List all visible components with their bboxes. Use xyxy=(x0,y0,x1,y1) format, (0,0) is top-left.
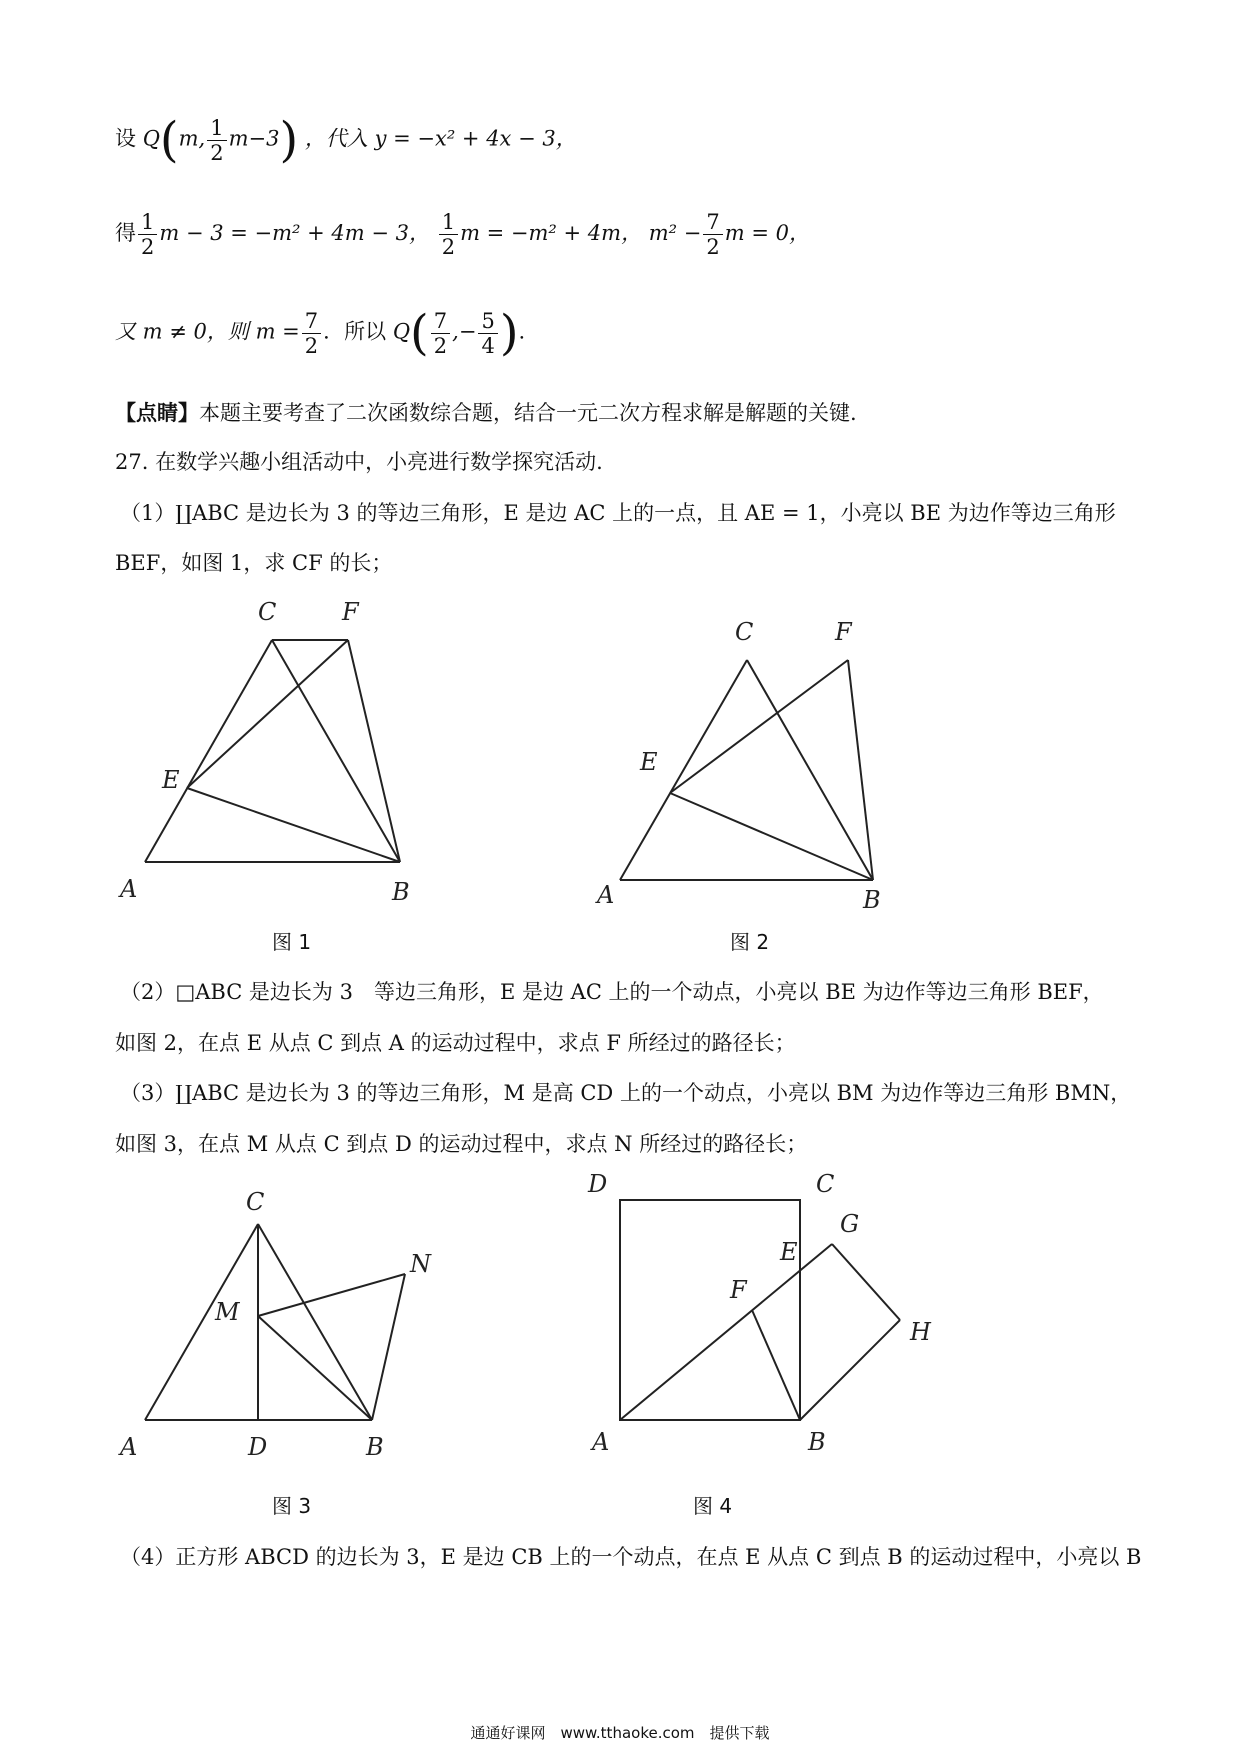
frac-den: 2 xyxy=(304,333,319,358)
frac-den: 2 xyxy=(433,333,448,358)
condition-text: 又 m ≠ 0，则 m = xyxy=(115,319,300,344)
fraction-half xyxy=(138,210,157,259)
equation-a: m − 3 = −m² + 4m − 3， xyxy=(159,221,430,245)
expr-tail: m−3 xyxy=(228,126,280,151)
label-A: A xyxy=(592,1428,610,1456)
frac-num: 7 xyxy=(431,309,450,334)
therefore-text: ．所以 xyxy=(323,319,387,344)
equation-d: m = 0， xyxy=(724,221,810,245)
frac-den: 2 xyxy=(210,140,224,165)
figure-1 xyxy=(110,590,440,920)
label-N: N xyxy=(410,1250,431,1278)
problem-intro: 27. 在数学兴趣小组活动中，小亮进行数学探究活动. xyxy=(115,450,603,474)
paren-open: ( xyxy=(159,112,179,168)
label-H: H xyxy=(910,1318,931,1346)
var-m: m, xyxy=(178,126,206,151)
label-F: F xyxy=(730,1276,747,1304)
frac-den: 2 xyxy=(706,235,720,259)
label-A: A xyxy=(597,881,615,909)
frac-num: 5 xyxy=(478,309,497,334)
comment-line xyxy=(115,397,857,427)
var-Q: Q xyxy=(392,319,411,344)
label-B: B xyxy=(863,886,881,914)
frac-num: 7 xyxy=(302,309,321,334)
period: . xyxy=(518,319,526,344)
paren-close: ) xyxy=(279,112,299,168)
separator: ,− xyxy=(452,319,477,344)
label-E: E xyxy=(162,766,180,794)
text-prefix: 得 xyxy=(115,221,136,245)
part2-line-a: （2）□ABC 是边长为 3 等边三角形，E 是边 AC 上的一个动点，小亮以 BE 为边作等边三角形 BEF， xyxy=(120,980,1104,1004)
fraction-seven-half xyxy=(302,309,321,358)
label-C: C xyxy=(246,1188,265,1216)
label-C: C xyxy=(816,1170,835,1198)
label-E: E xyxy=(780,1238,798,1266)
frac-den: 2 xyxy=(441,235,456,259)
frac-num: 1 xyxy=(439,210,458,235)
part4-line: （4）正方形 ABCD 的边长为 3，E 是边 CB 上的一个动点，在点 E 从点 C 到点 B 的运动过程中，小亮以 B xyxy=(120,1545,1142,1569)
frac-num: 1 xyxy=(207,116,226,141)
comment-text: 本题主要考查了二次函数综合题，结合一元二次方程求解是解题的关键. xyxy=(199,401,857,425)
label-B: B xyxy=(366,1433,384,1461)
figure-2-caption: 图 2 xyxy=(730,930,770,954)
solution-line-2 xyxy=(115,210,810,259)
label-M: M xyxy=(215,1298,240,1326)
part2-line-b: 如图 2，在点 E 从点 C 到点 A 的运动过程中，求点 F 所经过的路径长； xyxy=(115,1031,796,1055)
part1-line-b: BEF，如图 1，求 CF 的长； xyxy=(115,551,393,575)
text-prefix: 设 xyxy=(115,126,136,151)
label-E: E xyxy=(640,748,658,776)
comment-label: 【点睛】 xyxy=(115,400,199,425)
figure-3-caption: 图 3 xyxy=(272,1494,312,1518)
fraction-seven-half xyxy=(703,210,722,259)
label-D: D xyxy=(588,1170,608,1198)
fraction-half xyxy=(439,210,458,259)
label-F: F xyxy=(835,618,852,646)
label-C: C xyxy=(735,618,754,646)
label-A: A xyxy=(120,1433,138,1461)
paren-open: ( xyxy=(410,305,429,361)
frac-den: 2 xyxy=(141,235,155,259)
fraction-q-x xyxy=(431,309,450,358)
var-Q: Q xyxy=(142,126,160,151)
label-G: G xyxy=(840,1210,860,1238)
figure-4 xyxy=(580,1160,980,1470)
frac-num: 1 xyxy=(138,210,157,235)
fraction-q-y xyxy=(478,309,497,358)
figure-3 xyxy=(110,1180,450,1480)
page-footer: 通通好课网 www.tthaoke.com 提供下载 xyxy=(470,1724,770,1742)
label-D: D xyxy=(248,1433,268,1461)
figure-2 xyxy=(585,600,915,930)
label-B: B xyxy=(808,1428,826,1456)
part3-line-b: 如图 3，在点 M 从点 C 到点 D 的运动过程中，求点 N 所经过的路径长； xyxy=(115,1132,808,1156)
frac-num: 7 xyxy=(703,210,722,235)
part1-line-a: （1）∐ABC 是边长为 3 的等边三角形，E 是边 AC 上的一点，且 AE = 1，小亮以 BE 为边作等边三角形 xyxy=(120,501,1116,525)
label-B: B xyxy=(392,878,410,906)
equation-b: m = −m² + 4m， xyxy=(460,221,643,245)
label-A: A xyxy=(120,875,138,903)
equation-c: m² − xyxy=(648,221,702,245)
substitution-text: ，代入 y = −x² + 4x − 3， xyxy=(304,126,577,151)
label-F: F xyxy=(342,598,359,626)
frac-den: 4 xyxy=(481,333,495,358)
figure-4-caption: 图 4 xyxy=(693,1494,733,1518)
part3-line-a: （3）∐ABC 是边长为 3 的等边三角形，M 是高 CD 上的一个动点，小亮以 BM 为边作等边三角形 BMN， xyxy=(120,1081,1132,1105)
solution-line-3 xyxy=(115,305,525,361)
solution-line-1 xyxy=(115,112,577,168)
paren-close: ) xyxy=(499,305,519,361)
label-C: C xyxy=(258,598,277,626)
fraction-half xyxy=(207,116,226,165)
figure-1-caption: 图 1 xyxy=(272,930,312,954)
